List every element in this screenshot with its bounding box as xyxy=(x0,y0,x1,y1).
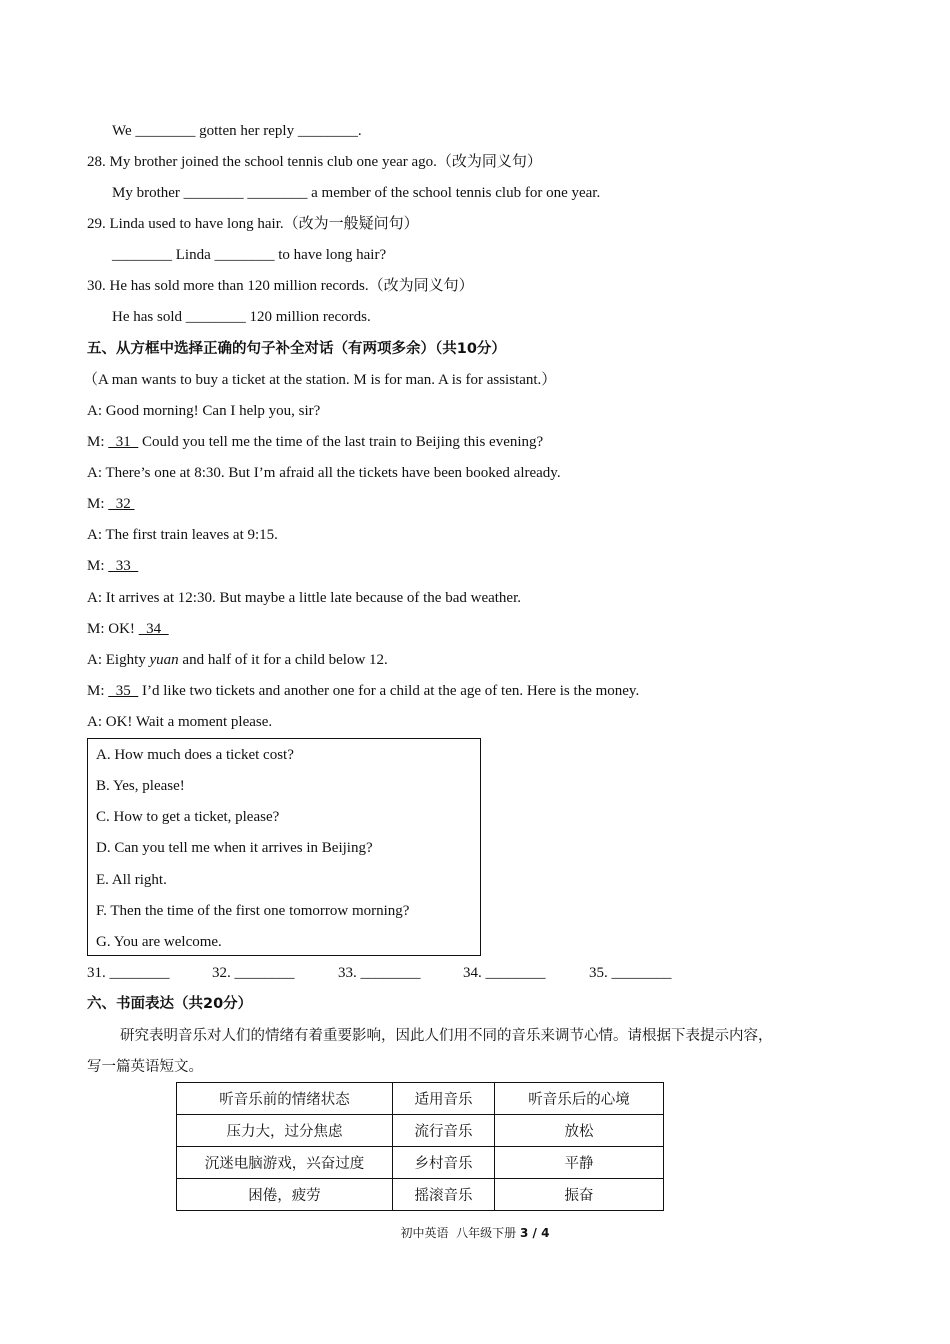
blank-32: 32 xyxy=(108,496,135,512)
speaker-prefix: M: xyxy=(87,434,109,450)
table-cell: 压力大，过分焦虑 xyxy=(177,1115,393,1147)
table-row xyxy=(177,1115,664,1147)
dialogue-line-8 xyxy=(87,619,169,639)
dialogue-line-9 xyxy=(87,650,388,670)
q29-prompt: 29. Linda used to have long hair.（改为一般疑问句） xyxy=(87,216,419,232)
table-header-row xyxy=(177,1083,664,1115)
dialogue-line-7: A: It arrives at 12:30. But maybe a little late because of the bad weather. xyxy=(87,590,522,606)
answer-32[interactable]: 32. ________ xyxy=(212,965,295,981)
section6-prompt-line-1: 研究表明音乐对人们的情绪有着重要影响，因此人们用不同的音乐来调节心情。请根据下表提示内容， xyxy=(120,1028,773,1044)
answer-31[interactable]: 31. ________ xyxy=(87,965,170,981)
option-e: E. All right. xyxy=(96,872,167,888)
section5-heading: 五、从方框中选择正确的句子补全对话（有两项多余）（共10分） xyxy=(87,341,506,357)
table-cell: 振奋 xyxy=(495,1179,664,1211)
q28-prompt: 28. My brother joined the school tennis club one year ago.（改为同义句） xyxy=(87,154,542,170)
dialogue-line-2 xyxy=(87,432,543,452)
option-f: F. Then the time of the first one tomorrow morning? xyxy=(96,903,410,919)
dialogue-line-1: A: Good morning! Can I help you, sir? xyxy=(87,403,321,419)
section6-prompt-line-2: 写一篇英语短文。 xyxy=(87,1059,203,1075)
q30-rewrite-line: He has sold ________ 120 million records. xyxy=(112,309,371,325)
blank-33: 33 xyxy=(108,558,139,574)
option-d: D. Can you tell me when it arrives in Beijing? xyxy=(96,840,373,856)
option-c: C. How to get a ticket, please? xyxy=(96,809,280,825)
page-number: 3 / 4 xyxy=(520,1226,550,1240)
dialogue-line-4 xyxy=(87,494,135,514)
music-mood-table xyxy=(176,1082,664,1211)
blank-34: 34 xyxy=(138,621,169,637)
table-cell: 摇滚音乐 xyxy=(393,1179,495,1211)
table-header-cell: 听音乐前的情绪状态 xyxy=(177,1083,393,1115)
italic-word: yuan xyxy=(149,652,179,668)
dialogue-line-5: A: The first train leaves at 9:15. xyxy=(87,527,278,543)
speaker-prefix: M: xyxy=(87,558,109,574)
speaker-prefix: M: xyxy=(87,496,109,512)
dialogue-text: and half of it for a child below 12. xyxy=(178,652,388,668)
blank-31: 31 xyxy=(108,434,139,450)
table-cell: 平静 xyxy=(495,1147,664,1179)
q30-prompt: 30. He has sold more than 120 million records.（改为同义句） xyxy=(87,278,474,294)
table-cell: 沉迷电脑游戏，兴奋过度 xyxy=(177,1147,393,1179)
speaker-prefix: M: xyxy=(87,683,109,699)
answer-35[interactable]: 35. ________ xyxy=(589,965,672,981)
section6-heading: 六、书面表达（共20分） xyxy=(87,996,253,1012)
blank-35: 35 xyxy=(108,683,139,699)
option-g: G. You are welcome. xyxy=(96,934,222,950)
table-header-cell: 听音乐后的心境 xyxy=(495,1083,664,1115)
dialogue-line-6 xyxy=(87,556,138,576)
table-cell: 流行音乐 xyxy=(393,1115,495,1147)
answer-34[interactable]: 34. ________ xyxy=(463,965,546,981)
option-b: B. Yes, please! xyxy=(96,778,185,794)
table-cell: 困倦，疲劳 xyxy=(177,1179,393,1211)
dialogue-text: Could you tell me the time of the last train to Beijing this evening? xyxy=(138,434,544,450)
option-a: A. How much does a ticket cost? xyxy=(96,747,294,763)
dialogue-line-11: A: OK! Wait a moment please. xyxy=(87,714,273,730)
speaker-prefix: M: OK! xyxy=(87,621,139,637)
answer-33[interactable]: 33. ________ xyxy=(338,965,421,981)
footer-label: 初中英语 八年级下册 xyxy=(400,1226,520,1240)
table-cell: 乡村音乐 xyxy=(393,1147,495,1179)
dialogue-line-10 xyxy=(87,681,639,701)
dialogue-text: A: Eighty xyxy=(87,652,150,668)
dialogue-line-3: A: There’s one at 8:30. But I’m afraid all the tickets have been booked already. xyxy=(87,465,561,481)
options-box xyxy=(87,738,481,956)
dialogue-text: I’d like two tickets and another one for a child at the age of ten. Here is the money. xyxy=(138,683,640,699)
table-row xyxy=(177,1179,664,1211)
table-cell: 放松 xyxy=(495,1115,664,1147)
section5-intro: （A man wants to buy a ticket at the station. M is for man. A is for assistant.） xyxy=(83,372,557,388)
q28-rewrite-line: My brother ________ ________ a member of the school tennis club for one year. xyxy=(112,185,601,201)
page-footer xyxy=(0,1224,950,1241)
table-header-cell: 适用音乐 xyxy=(393,1083,495,1115)
table-row xyxy=(177,1147,664,1179)
q27-rewrite-line: We ________ gotten her reply ________. xyxy=(112,123,362,139)
q29-rewrite-line: ________ Linda ________ to have long hair? xyxy=(112,247,387,263)
